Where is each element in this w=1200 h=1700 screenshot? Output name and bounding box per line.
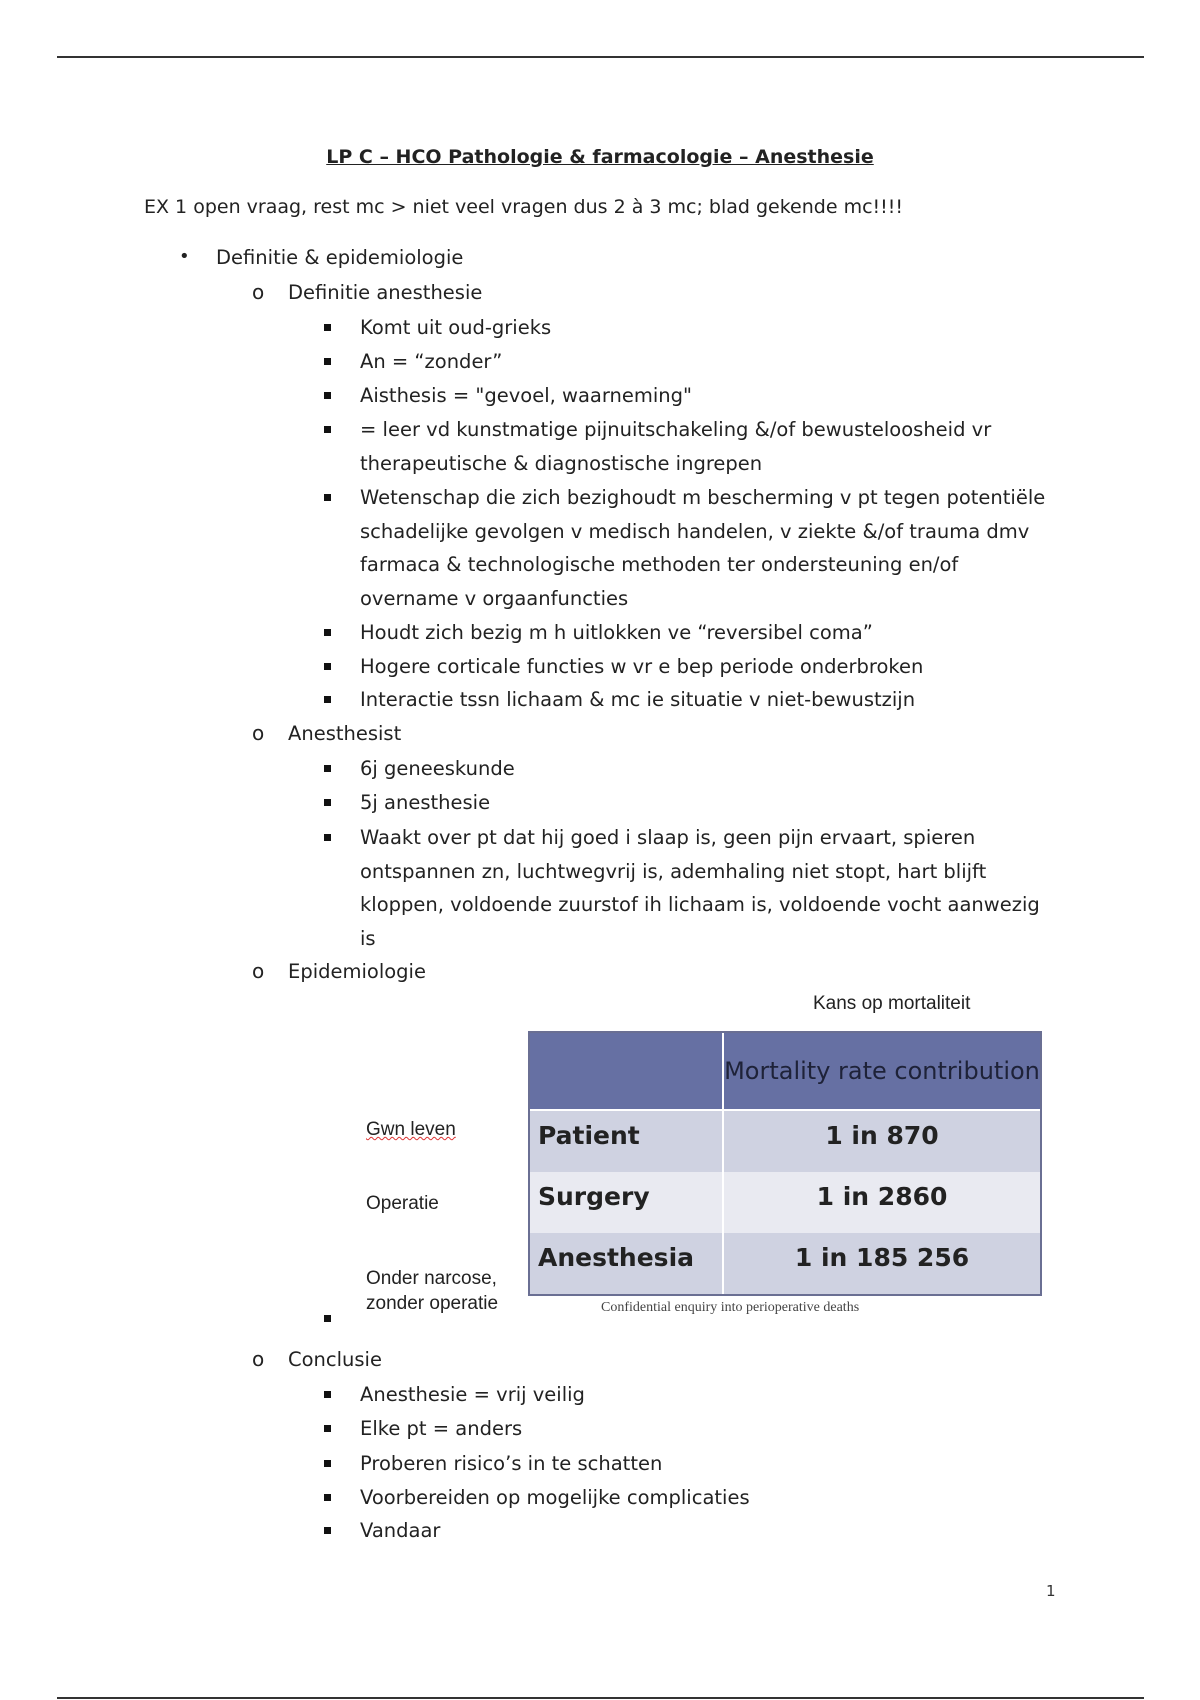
square-bullet-icon	[324, 834, 331, 841]
list-item: Anesthesie = vrij veilig	[360, 1383, 585, 1406]
row-label-narcose-1: Onder narcose,	[366, 1268, 497, 1289]
list-item-continuation: overname v orgaanfuncties	[360, 587, 629, 610]
list-item: Wetenschap die zich bezighoudt m bescherming v pt tegen potentiële	[360, 486, 1046, 509]
list-item: = leer vd kunstmatige pijnuitschakeling &/of bewusteloosheid vr	[360, 418, 992, 441]
list-item: 5j anesthesie	[360, 791, 491, 814]
square-bullet-icon	[324, 629, 331, 636]
table-cell-label: Surgery	[538, 1182, 650, 1211]
table-header	[530, 1033, 1040, 1109]
heading-definitie-anesthesie: Definitie anesthesie	[288, 281, 483, 304]
list-item: Proberen risico’s in te schatten	[360, 1452, 663, 1475]
list-item: Waakt over pt dat hij goed i slaap is, geen pijn ervaart, spieren	[360, 826, 976, 849]
square-bullet-icon	[324, 1460, 331, 1467]
row-label-narcose-2: zonder operatie	[366, 1293, 499, 1314]
mortality-table	[528, 1031, 1042, 1296]
sub-bullet-icon: o	[252, 1347, 265, 1371]
list-item-continuation: is	[360, 927, 376, 950]
bullet-icon: •	[179, 246, 190, 267]
square-bullet-icon	[324, 1425, 331, 1432]
list-item: Hogere corticale functies w vr e bep periode onderbroken	[360, 655, 924, 678]
row-label-text: Gwn leven	[366, 1119, 456, 1140]
list-item: An = “zonder”	[360, 350, 503, 373]
list-item-continuation: schadelijke gevolgen v medisch handelen, v ziekte &/of trauma dmv	[360, 520, 1030, 543]
heading-anesthesist: Anesthesist	[288, 722, 402, 745]
sub-bullet-icon: o	[252, 280, 265, 304]
list-item: 6j geneeskunde	[360, 757, 515, 780]
header-rule	[57, 56, 1144, 58]
square-bullet-icon	[324, 1315, 331, 1322]
table-row	[530, 1172, 1040, 1233]
square-bullet-icon	[324, 696, 331, 703]
row-label-operatie: Operatie	[366, 1193, 439, 1214]
page-number: 1	[1046, 1582, 1056, 1600]
square-bullet-icon	[324, 426, 331, 433]
table-row	[530, 1111, 1040, 1172]
list-item: Aisthesis = "gevoel, waarneming"	[360, 384, 693, 407]
list-item: Houdt zich bezig m h uitlokken ve “reversibel coma”	[360, 621, 873, 644]
list-item-continuation: therapeutische & diagnostische ingrepen	[360, 452, 763, 475]
list-item-continuation: kloppen, voldoende zuurstof ih lichaam is, voldoende vocht aanwezig	[360, 893, 1040, 916]
row-label-gwn-leven	[366, 1119, 456, 1141]
list-item: Vandaar	[360, 1519, 441, 1542]
table-cell-value: 1 in 2860	[816, 1182, 948, 1211]
table-row	[530, 1233, 1040, 1294]
figure-caption: Kans op mortaliteit	[813, 993, 971, 1014]
square-bullet-icon	[324, 1527, 331, 1534]
table-cell-value: 1 in 185 256	[794, 1243, 970, 1272]
sub-bullet-icon: o	[252, 959, 265, 983]
sub-bullet-icon: o	[252, 721, 265, 745]
table-column-divider	[722, 1033, 724, 1294]
square-bullet-icon	[324, 663, 331, 670]
list-item: Komt uit oud-grieks	[360, 316, 552, 339]
intro-text: EX 1 open vraag, rest mc > niet veel vragen dus 2 à 3 mc; blad gekende mc!!!!	[144, 196, 903, 218]
table-cell-value: 1 in 870	[825, 1121, 939, 1150]
square-bullet-icon	[324, 324, 331, 331]
square-bullet-icon	[324, 799, 331, 806]
footer-rule	[57, 1697, 1144, 1699]
square-bullet-icon	[324, 1494, 331, 1501]
list-item: Voorbereiden op mogelijke complicaties	[360, 1486, 750, 1509]
square-bullet-icon	[324, 1391, 331, 1398]
table-cell-label: Anesthesia	[538, 1243, 695, 1272]
square-bullet-icon	[324, 494, 331, 501]
table-header-cell: Mortality rate contribution	[724, 1056, 1040, 1085]
table-cell-label: Patient	[538, 1121, 640, 1150]
square-bullet-icon	[324, 358, 331, 365]
list-item-continuation: farmaca & technologische methoden ter ondersteuning en/of	[360, 553, 959, 576]
heading-epidemiologie: Epidemiologie	[288, 960, 426, 983]
list-item-continuation: ontspannen zn, luchtwegvrij is, ademhaling niet stopt, hart blijft	[360, 860, 987, 883]
heading-conclusie: Conclusie	[288, 1348, 382, 1371]
square-bullet-icon	[324, 765, 331, 772]
figure-source: Confidential enquiry into perioperative deaths	[601, 1300, 860, 1315]
section-definitie-epidemiologie: Definitie & epidemiologie	[216, 246, 464, 269]
list-item: Interactie tssn lichaam & mc ie situatie v niet-bewustzijn	[360, 688, 916, 711]
square-bullet-icon	[324, 392, 331, 399]
list-item: Elke pt = anders	[360, 1417, 523, 1440]
document-title: LP C – HCO Pathologie & farmacologie – Anesthesie	[326, 146, 874, 168]
